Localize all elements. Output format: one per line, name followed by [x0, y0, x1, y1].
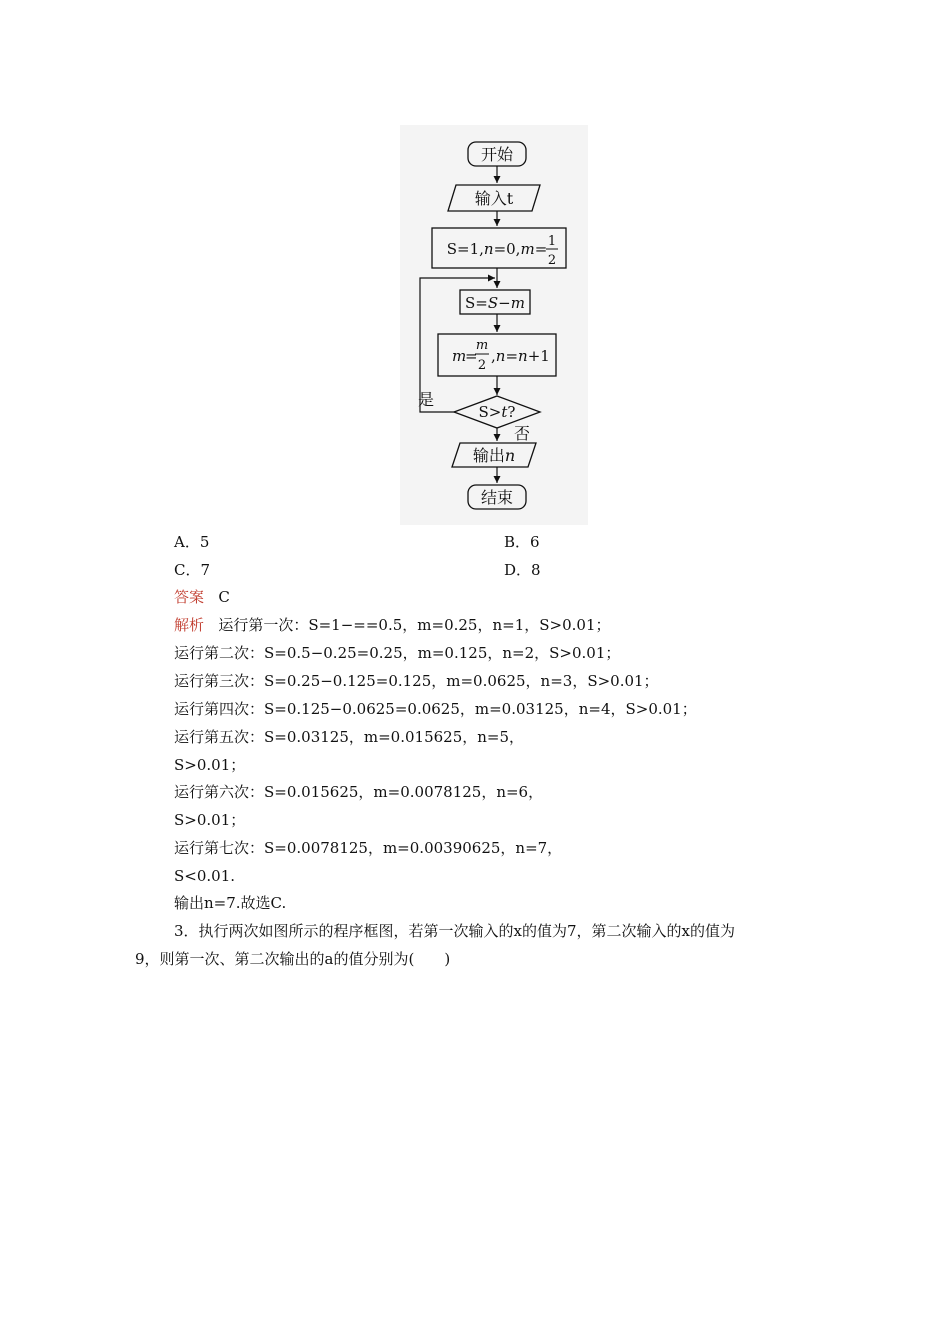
- answer-line: [174, 587, 230, 607]
- analysis-label: 解析: [174, 616, 205, 634]
- svg-text:2: 2: [547, 253, 557, 268]
- no-label: 否: [513, 424, 531, 443]
- yes-label: 是: [417, 390, 435, 409]
- analysis-line-10: S<0.01.: [174, 867, 236, 885]
- option-c: C．7: [174, 561, 211, 579]
- question3-line-1: 3．执行两次如图所示的程序框图，若第一次输入的x的值为7，第二次输入的x的值为: [174, 922, 736, 940]
- flowchart-diagram: [400, 125, 588, 525]
- svg-text:1: 1: [547, 234, 557, 249]
- analysis-line-7: 运行第六次：S=0.015625，m=0.0078125，n=6，: [174, 783, 544, 801]
- option-b: B．6: [504, 533, 540, 551]
- analysis-line-1: [174, 615, 610, 635]
- svg-text:m: m: [452, 347, 467, 365]
- analysis-line-2: 运行第二次：S=0.5−0.25=0.25，m=0.125，n=2，S>0.01；: [174, 644, 621, 662]
- analysis-line-9: 运行第七次：S=0.0078125，m=0.00390625，n=7，: [174, 839, 563, 857]
- answer-label: 答案: [174, 588, 205, 606]
- end-label: 结束: [480, 488, 514, 507]
- analysis-line-11: 输出n=7.故选C.: [174, 894, 287, 912]
- question3-line-2: 9，则第一次、第二次输出的a的值分别为( ): [135, 950, 451, 968]
- answer-value: C: [218, 588, 230, 606]
- option-a: A．5: [174, 533, 210, 551]
- svg-text:2: 2: [477, 358, 487, 373]
- output-label: 输出n: [472, 446, 516, 465]
- analysis-line-3: 运行第三次：S=0.25−0.125=0.125，m=0.0625，n=3，S>0.01；: [174, 672, 659, 690]
- analysis-text: 运行第一次：S=1−==0.5，m=0.25，n=1，S>0.01；: [218, 616, 611, 634]
- analysis-line-4: 运行第四次：S=0.125−0.0625=0.0625，m=0.03125，n=4，S>0.01；: [174, 700, 697, 718]
- step2-label: ,n=n+1: [491, 347, 550, 365]
- start-label: 开始: [480, 145, 514, 164]
- flowchart: [400, 125, 588, 525]
- analysis-line-6: S>0.01；: [174, 756, 246, 774]
- step1-label: S=S−m: [465, 294, 525, 312]
- svg-text:m: m: [475, 338, 489, 353]
- init-label: S=1,n=0,m=: [446, 240, 548, 258]
- svg-text:=: =: [465, 347, 478, 365]
- analysis-line-5: 运行第五次：S=0.03125，m=0.015625，n=5，: [174, 728, 525, 746]
- analysis-line-8: S>0.01；: [174, 811, 246, 829]
- option-d: D．8: [504, 561, 541, 579]
- condition-label: S>t?: [478, 403, 516, 421]
- input-label: 输入t: [474, 189, 514, 208]
